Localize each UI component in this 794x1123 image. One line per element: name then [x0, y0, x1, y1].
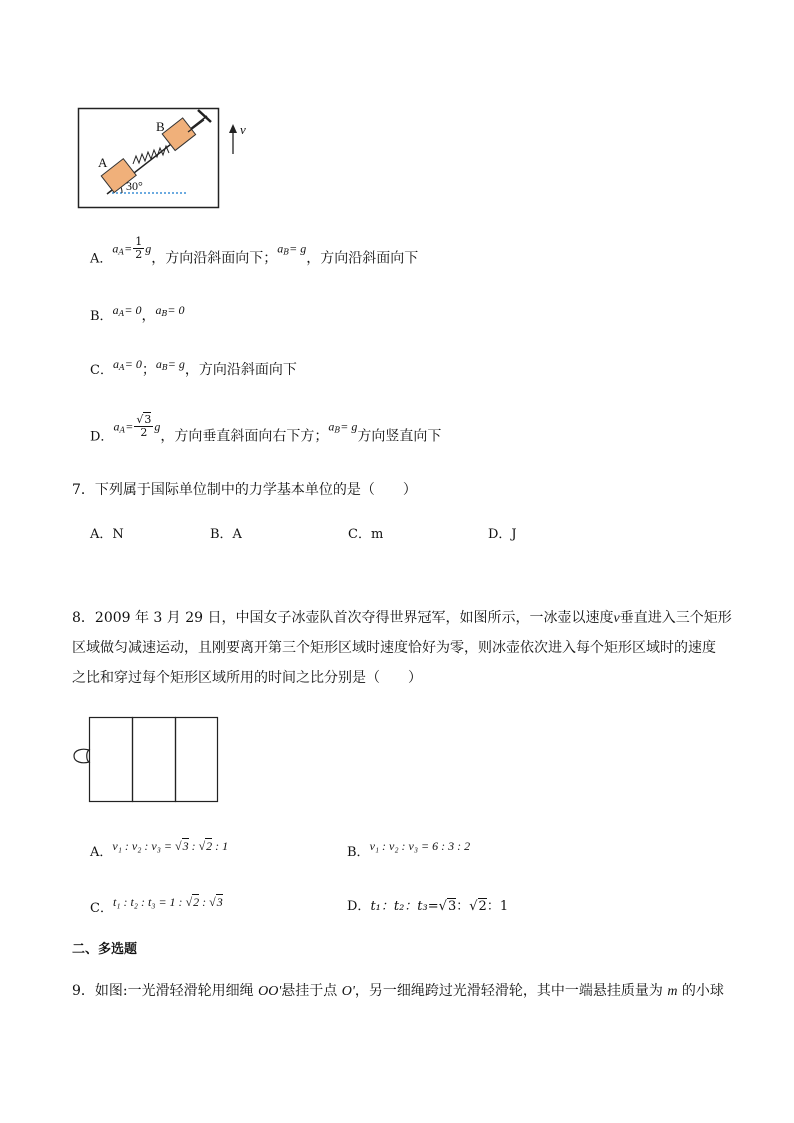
math-val: = g	[167, 357, 185, 371]
option-letter: B．	[347, 845, 370, 860]
option-letter: A．	[90, 845, 113, 860]
sqrt-sign: √	[185, 895, 193, 909]
math-sub: B	[161, 309, 168, 318]
math-expr: t₁：t₂：t₃=	[370, 899, 439, 914]
q9-text: 的小球	[677, 983, 724, 999]
velocity-arrowhead	[229, 124, 237, 133]
sqrt-radicand: 2	[193, 895, 200, 909]
math-eq: =	[125, 419, 134, 434]
math-val: = 0	[167, 303, 185, 317]
math-colon: ：	[456, 899, 470, 914]
frac-den: 2	[135, 248, 143, 261]
block-b	[162, 118, 195, 151]
sqrt-radicand: 3	[182, 839, 189, 853]
q8-line-2: 区域做匀减速运动，且刚要离开第三个矩形区域时速度恰好为零，则冰壶依次进入每个矩形区域时的速度	[72, 640, 716, 656]
angle-label: 30°	[126, 179, 143, 193]
q8-option-a	[90, 836, 228, 863]
sqrt-radicand: 3	[216, 895, 223, 909]
frac-num: 1	[135, 235, 143, 248]
math-expr: t₁ : t₂ : t₃ = 1 :	[112, 895, 186, 909]
frac-den: 2	[140, 426, 148, 439]
rod	[188, 120, 204, 132]
math-colon: :	[199, 895, 210, 909]
sqrt-radicand: 2	[478, 899, 487, 914]
q9-symbol: OO'	[258, 984, 282, 999]
sqrt-sign: √	[438, 899, 447, 914]
q9-text: 悬挂于点	[281, 983, 342, 999]
q7-option-b: B．A	[210, 527, 242, 542]
q7-option-d: D．J	[488, 527, 517, 542]
math-sub: B	[334, 425, 341, 435]
q7-option-c: C．m	[348, 527, 384, 542]
q8-velocity-symbol: v	[613, 611, 620, 626]
sqrt-sign: √	[198, 839, 206, 853]
math-sym: a	[112, 357, 119, 371]
math-val: = 0	[124, 303, 142, 317]
sqrt-radicand: 3	[447, 899, 457, 914]
direction-text: ，方向沿斜面向下	[184, 362, 297, 378]
q7-option-a: A．N	[90, 527, 124, 542]
math-val: = 0	[124, 357, 142, 371]
direction-text: ，方向沿斜面向下	[306, 250, 419, 267]
q8-text: 8．2009 年 3 月 29 日，中国女子冰壶队首次夺得世界冠军，如图所示，一冰壶以速度	[72, 610, 614, 626]
region-3	[176, 718, 218, 802]
math-colon: :	[188, 839, 199, 853]
math-sym: a	[328, 419, 335, 434]
q9-text: 9．如图:一光滑轻滑轮用细绳	[72, 983, 259, 999]
math-sub: A	[118, 309, 125, 318]
region-2	[133, 718, 176, 802]
math-sym: a	[155, 357, 162, 371]
option-letter: C．	[90, 901, 113, 916]
curling-regions-figure	[70, 714, 222, 806]
q6-option-b	[90, 300, 184, 327]
option-letter: C．	[90, 363, 113, 378]
q6-option-a	[90, 236, 418, 270]
separator: ；	[141, 362, 156, 378]
math-eq: = g	[340, 419, 358, 434]
region-1	[90, 718, 133, 802]
math-eq: =	[124, 241, 133, 256]
q8-line-1	[72, 608, 732, 629]
math-tail: ：1	[486, 899, 509, 914]
fraction	[133, 236, 144, 261]
option-letter: B．	[90, 309, 113, 324]
math-sym: a	[277, 241, 284, 256]
math-sub: A	[118, 363, 125, 372]
direction-text: ，方向垂直斜面向右下方；	[160, 428, 329, 445]
q7-stem: 7．下列属于国际单位制中的力学基本单位的是（ ）	[72, 482, 417, 498]
wall-stop	[198, 110, 211, 122]
math-expr: v₁ : v₂ : v₃ =	[112, 839, 175, 853]
frac-num: √3	[136, 413, 152, 426]
math-sym: a	[155, 303, 162, 317]
math-sub: A	[118, 247, 125, 257]
q8-option-d	[347, 896, 508, 917]
option-letter: A．	[90, 251, 113, 267]
math-tail: : 1	[212, 839, 229, 853]
option-letter: D．	[347, 899, 371, 914]
q6-option-d	[90, 414, 441, 448]
math-sym: a	[112, 303, 119, 317]
sqrt-sign: √	[174, 839, 182, 853]
fraction	[134, 414, 153, 439]
curling-stone	[74, 749, 89, 763]
label-a: A	[98, 155, 108, 170]
math-sym: a	[113, 419, 120, 434]
separator: ，	[141, 308, 156, 324]
q9-text: ，另一细绳跨过光滑轻滑轮，其中一端悬挂质量为	[354, 983, 668, 999]
sqrt-radicand: 2	[206, 839, 213, 853]
spring	[133, 146, 169, 164]
velocity-label: v	[240, 122, 246, 137]
q6-option-c	[90, 354, 297, 381]
q8-line-3: 之比和穿过每个矩形区域所用的时间之比分别是（ ）	[72, 670, 422, 686]
math-sub: A	[119, 425, 126, 435]
incline-spring-figure	[70, 104, 260, 212]
q8-option-c	[90, 892, 223, 919]
math-sub: B	[161, 363, 168, 372]
math-sub: B	[283, 247, 290, 257]
q8-text: 垂直进入三个矩形	[619, 610, 732, 626]
q9-symbol: O'	[341, 984, 355, 999]
option-letter: D．	[90, 429, 114, 445]
math-g: g	[154, 419, 161, 434]
sqrt-radicand: 3	[144, 413, 152, 426]
section-heading: 二、多选题	[72, 942, 138, 957]
sqrt-sign: √	[209, 895, 216, 909]
label-b: B	[156, 119, 165, 134]
direction-text: ，方向沿斜面向下；	[151, 250, 278, 267]
math-g: g	[145, 241, 152, 256]
q8-option-b	[347, 836, 470, 863]
q9-line-1	[72, 981, 724, 1002]
sqrt-sign: √	[469, 899, 478, 914]
q9-symbol: m	[667, 984, 678, 999]
direction-text: 方向竖直向下	[357, 428, 442, 445]
math-sym: a	[112, 241, 119, 256]
math-expr: v₁ : v₂ : v₃ = 6 : 3 : 2	[369, 839, 471, 853]
math-eq: = g	[289, 241, 307, 256]
